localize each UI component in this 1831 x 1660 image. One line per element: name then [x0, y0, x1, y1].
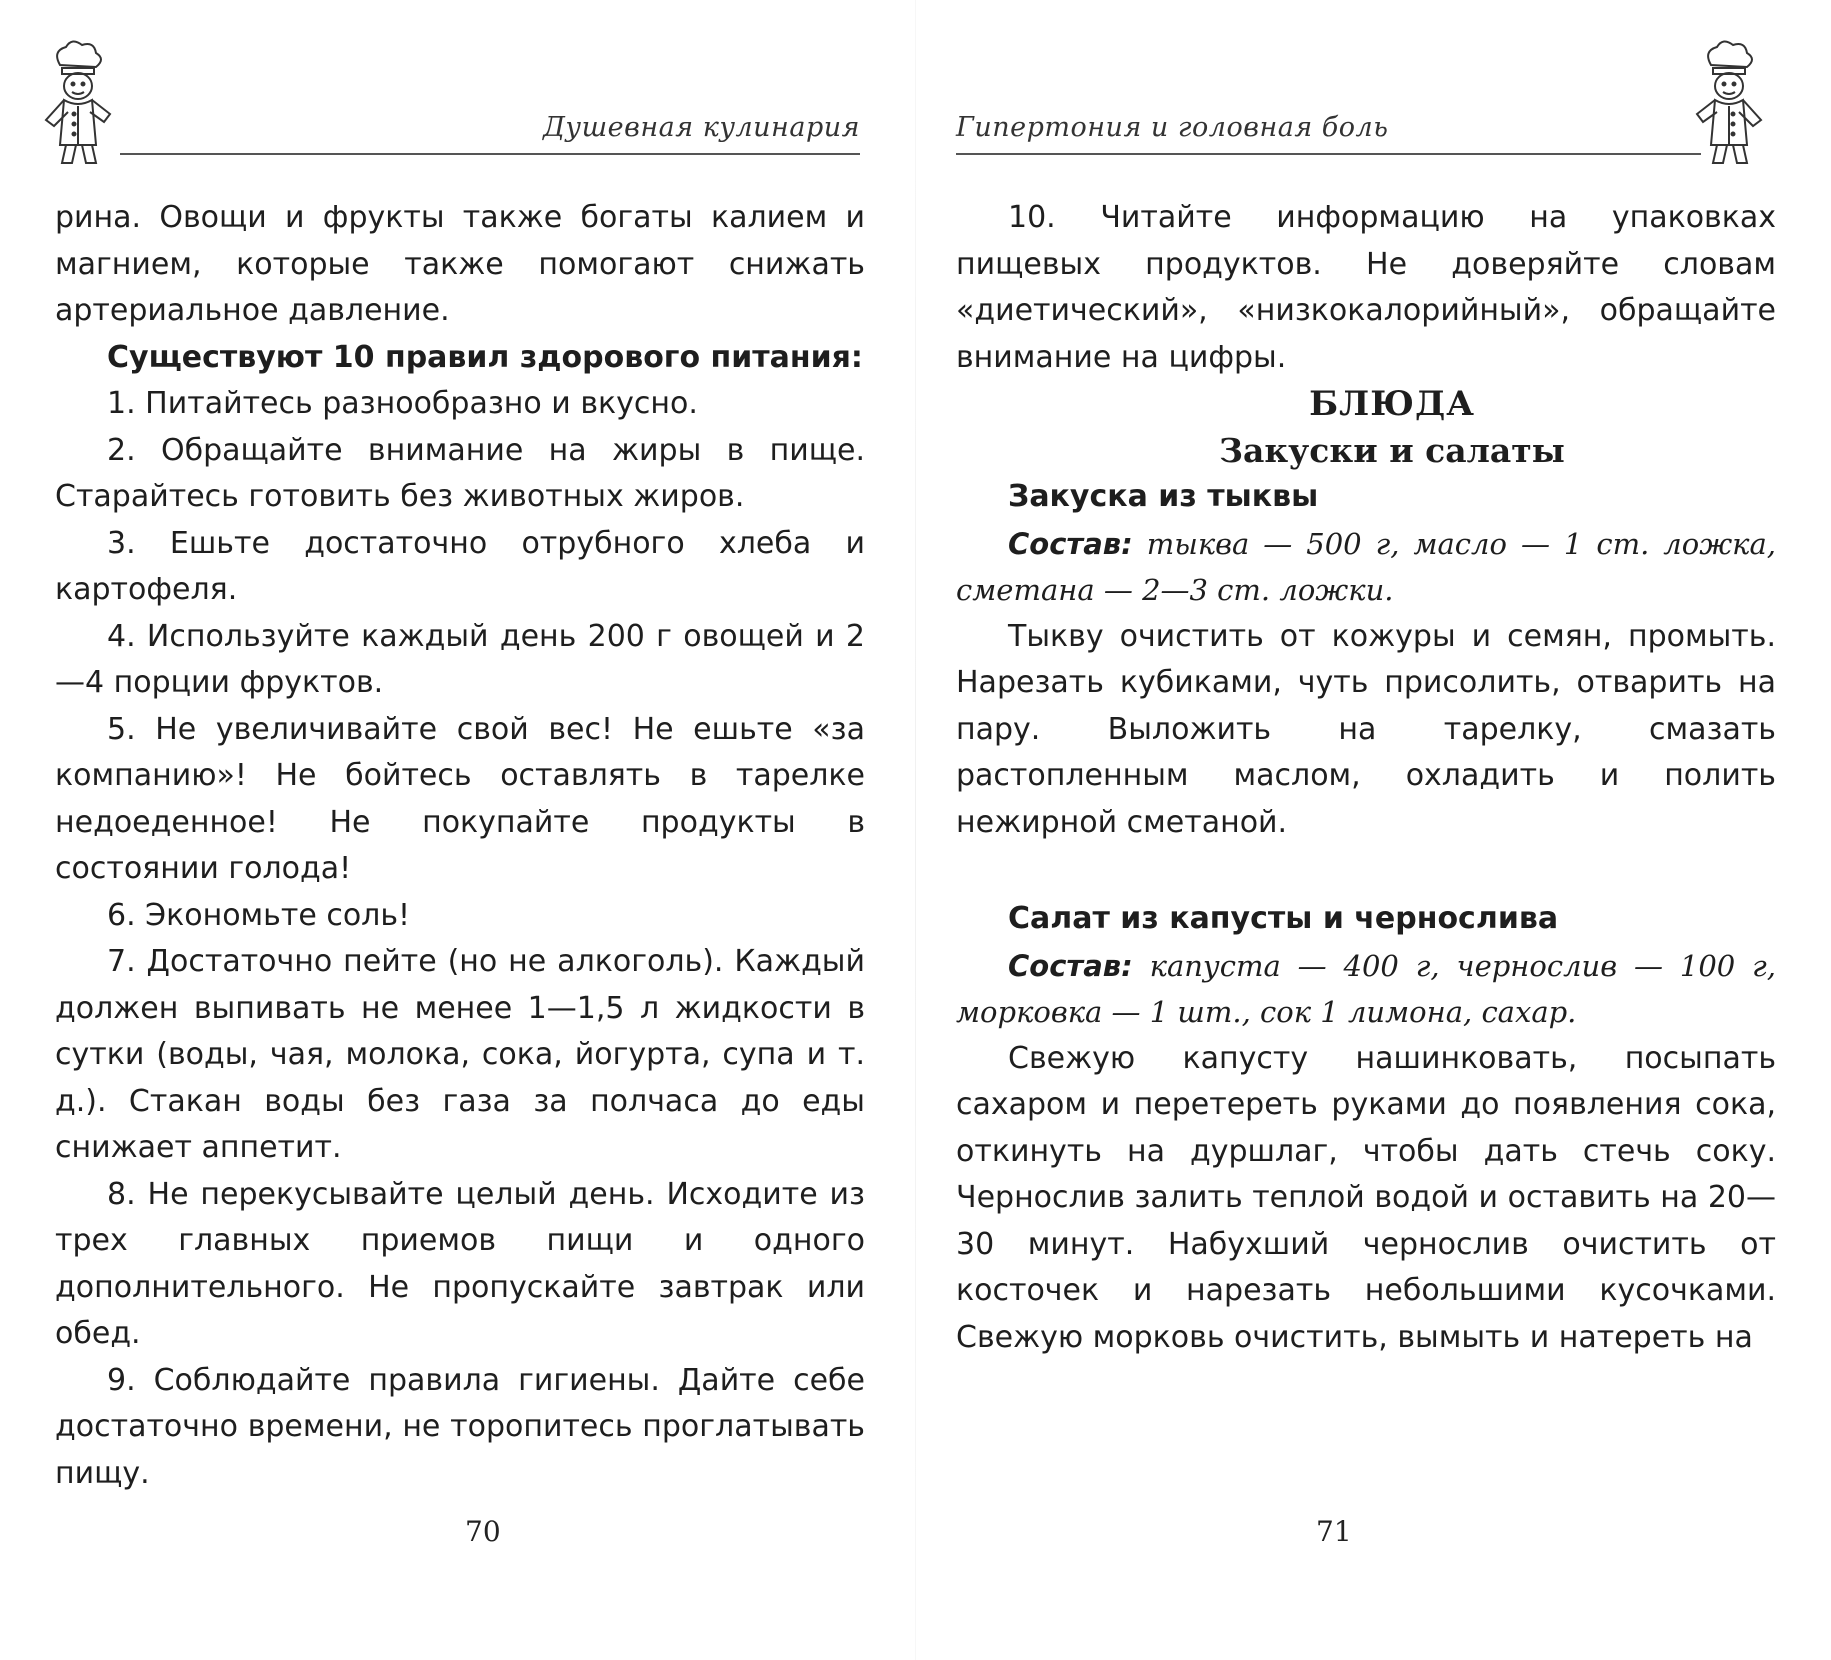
page-number: 70 [465, 1515, 501, 1548]
section-title: БЛЮДА [1309, 384, 1475, 424]
page-body [956, 195, 1776, 1361]
rule-item: 2. Обращайте внимание на жиры в пище. Старайтесь готовить без животных жиров. [55, 432, 865, 514]
chef-illustration-icon [30, 40, 120, 170]
recipe-composition [956, 943, 1776, 1036]
header-rule [956, 153, 1701, 155]
subsection-title: Закуски и салаты [1219, 430, 1565, 470]
recipe-instructions: Свежую капусту нашинковать, посыпать сахаром и перетереть руками до появления сока, откинуть на дуршлаг, чтобы дать стечь соку. Чернослив залить теплой водой и оставить на 20—30 минут. Набухший чернослив очистить от косточек и нарезать небольшими кусочками. Свежую морковь очистить, вымыть и натереть на [956, 1040, 1776, 1355]
right-page [916, 0, 1831, 1660]
composition-label: Состав: [1008, 526, 1133, 561]
rule-item: 8. Не перекусывайте целый день. Исходите из трех главных приемов пищи и одного дополнительного. Не пропускайте завтрак или обед. [55, 1176, 865, 1351]
page-body [55, 195, 865, 1497]
recipe-instructions: Тыкву очистить от кожуры и семян, промыть. Нарезать кубиками, чуть присолить, отварить на пару. Выложить на тарелку, смазать растопленным маслом, охладить и полить нежирной сметаной. [956, 618, 1776, 840]
header-rule [120, 153, 860, 155]
rule-item: 9. Соблюдайте правила гигиены. Дайте себе достаточно времени, не торопитесь проглатывать пищу. [55, 1362, 865, 1491]
paragraph: рина. Овощи и фрукты также богаты калием и магнием, которые также помогают снижать артериальное давление. [55, 200, 865, 328]
recipe-title: Закуска из тыквы [1008, 479, 1319, 514]
rule-item: 5. Не увеличивайте свой вес! Не ешьте «за компанию»! Не бойтесь оставлять в тарелке недоеденное! Не покупайте продукты в состоянии голода! [55, 711, 865, 886]
recipe-title: Салат из капусты и чернослива [1008, 901, 1559, 936]
rule-item: 6. Экономьте соль! [107, 897, 411, 933]
composition-text: тыква — 500 г, масло — 1 ст. ложка, сметана — 2—3 ст. ложки. [956, 526, 1777, 607]
running-head: Гипертония и головная боль [956, 112, 1389, 143]
composition-text: капуста — 400 г, чернослив — 100 г, морковка — 1 шт., сок 1 лимона, сахар. [956, 948, 1776, 1029]
rule-item: 3. Ешьте достаточно отрубного хлеба и картофеля. [55, 525, 865, 607]
chef-illustration-icon [1681, 40, 1771, 170]
rules-heading: Существуют 10 правил здорового питания: [107, 339, 863, 375]
recipe-composition [956, 521, 1776, 614]
rule-item: 10. Читайте информацию на упаковках пищевых продуктов. Не доверяйте словам «диетический», «низкокалорийный», обращайте внимание на цифры. [956, 200, 1776, 375]
page-number: 71 [1316, 1515, 1352, 1548]
rule-item: 1. Питайтесь разнообразно и вкусно. [107, 386, 698, 421]
left-page [0, 0, 915, 1660]
rule-item: 7. Достаточно пейте (но не алкоголь). Каждый должен выпивать не менее 1—1,5 л жидкости в сутки (воды, чая, молока, сока, йогурта, супа и т. д.). Стакан воды без газа за полчаса до еды снижает аппетит. [55, 944, 865, 1165]
running-head: Душевная кулинария [542, 112, 860, 143]
composition-label: Состав: [1008, 948, 1133, 983]
rule-item: 4. Используйте каждый день 200 г овощей и 2—4 порции фруктов. [55, 618, 865, 700]
